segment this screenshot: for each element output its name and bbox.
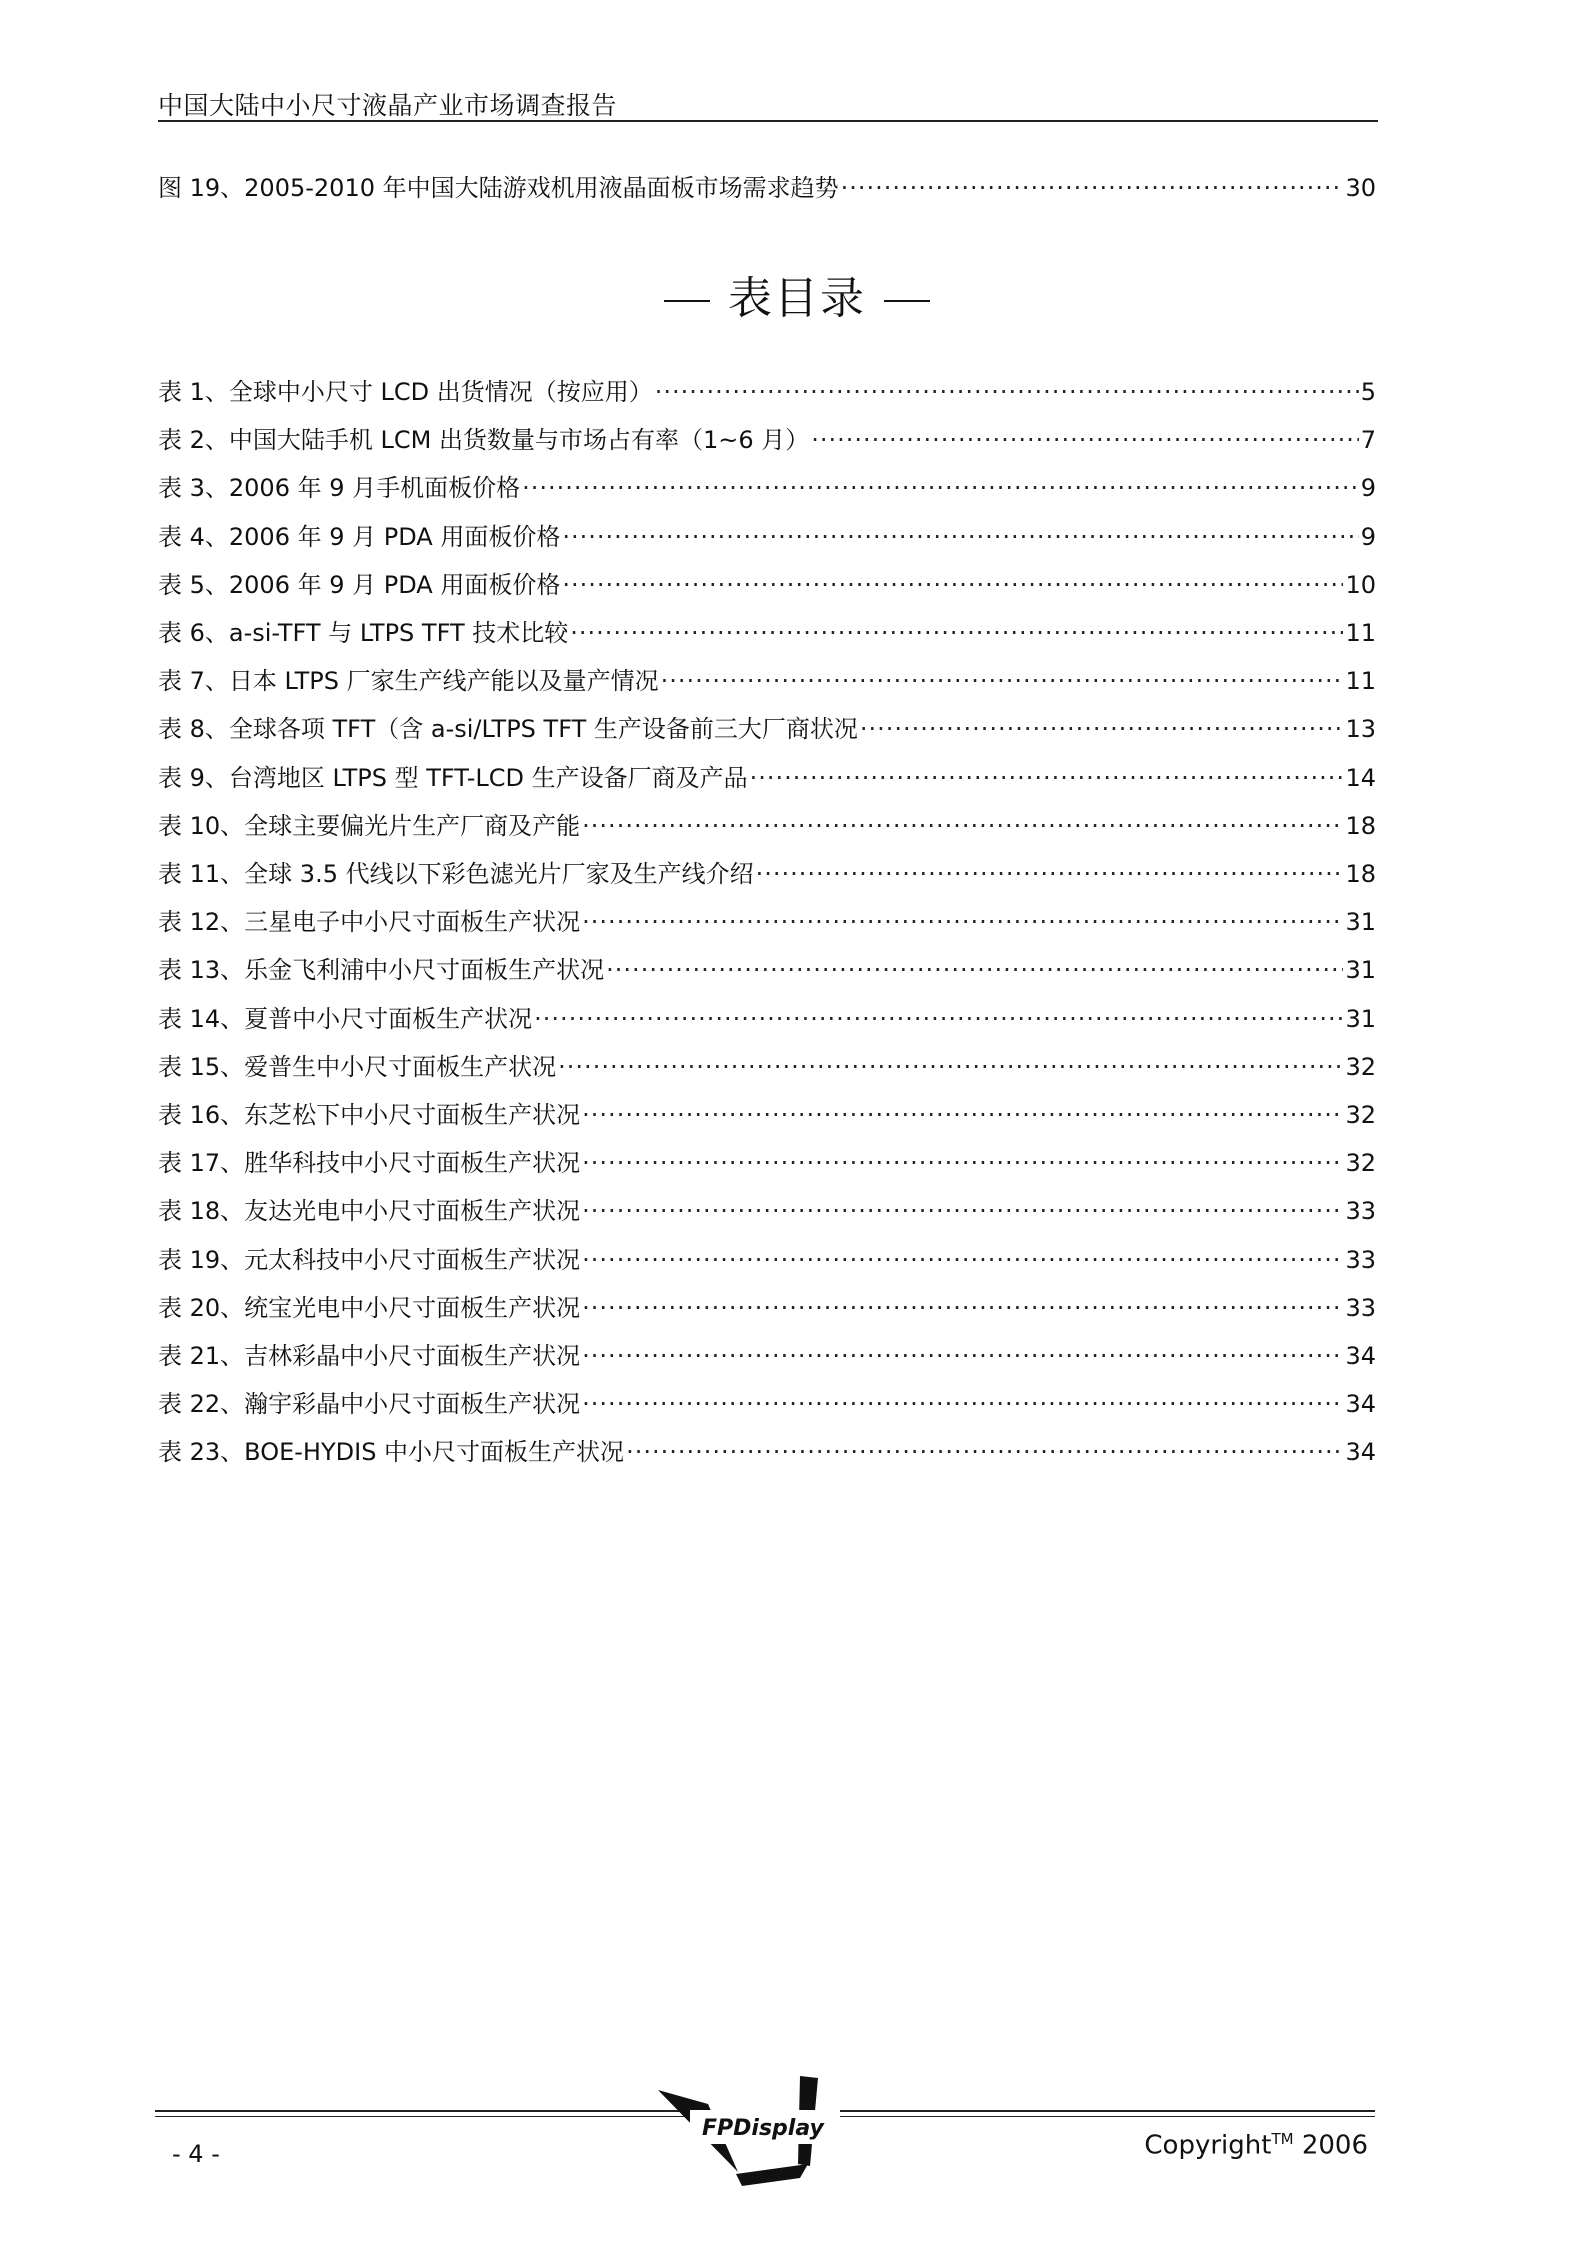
toc-entry-label: 表 11、全球 3.5 代线以下彩色滤光片厂家及生产线介绍 [158,860,754,888]
toc-table-entry[interactable] [158,372,1376,412]
heading-dash-left [664,300,710,302]
header-divider [158,120,1378,122]
toc-entry-label: 表 22、瀚宇彩晶中小尺寸面板生产状况 [158,1390,581,1419]
toc-entry-label: 表 10、全球主要偏光片生产厂商及产能 [158,811,581,840]
toc-table-entry[interactable] [158,709,1376,749]
toc-leader-dots [582,1294,1343,1322]
toc-table-entry[interactable] [158,1095,1376,1135]
toc-entry-page: 32 [1345,1101,1376,1129]
toc-entry-label: 表 12、三星电子中小尺寸面板生产状况 [158,908,581,937]
toc-entry-label: 表 18、友达光电中小尺寸面板生产状况 [158,1197,581,1226]
toc-entry-page: 34 [1345,1390,1376,1419]
toc-table-entry[interactable] [158,758,1376,798]
toc-entry-label: 表 14、夏普中小尺寸面板生产状况 [158,1004,533,1033]
toc-entry-label: 表 7、日本 LTPS 厂家生产线产能以及量产情况 [158,667,659,696]
toc-leader-dots [811,426,1358,454]
toc-entry-label: 表 19、元太科技中小尺寸面板生产状况 [158,1245,581,1274]
toc-leader-dots [582,908,1343,936]
toc-entry-label: 表 6、a-si-TFT 与 LTPS TFT 技术比较 [158,619,569,647]
toc-entry-label: 图 19、2005-2010 年中国大陆游戏机用液晶面板市场需求趋势 [158,174,839,202]
toc-entry-page: 31 [1345,1004,1376,1033]
toc-entry-page: 33 [1345,1293,1376,1322]
toc-entry-page: 31 [1345,908,1376,937]
toc-entry-label: 表 4、2006 年 9 月 PDA 用面板价格 [158,522,561,551]
toc-entry-label: 表 23、BOE-HYDIS 中小尺寸面板生产状况 [158,1438,625,1467]
toc-entry-page: 13 [1345,715,1376,744]
fpdisplay-logo [650,2068,850,2196]
toc-leader-dots [522,474,1359,502]
toc-entry-page: 32 [1345,1149,1376,1178]
toc-entry-page: 7 [1360,426,1376,455]
toc-entry-label: 表 13、乐金飞利浦中小尺寸面板生产状况 [158,956,605,985]
toc-leader-dots [756,860,1344,888]
toc-leader-dots [860,715,1344,743]
toc-leader-dots [606,956,1343,984]
toc-entry-page: 34 [1345,1438,1376,1467]
toc-entry-page: 30 [1345,174,1376,202]
toc-entry-page: 11 [1345,667,1376,696]
document-header-title: 中国大陆中小尺寸液晶产业市场调查报告 [158,91,618,120]
toc-table-entry[interactable] [158,1432,1376,1472]
toc-entry-page: 34 [1345,1342,1376,1370]
toc-entry-label: 表 17、胜华科技中小尺寸面板生产状况 [158,1149,581,1178]
logo-wordmark: FPDisplay [702,2116,824,2141]
toc-leader-dots [562,523,1358,551]
toc-entry-page: 18 [1345,811,1376,840]
toc-leader-dots [582,812,1343,840]
heading-text: 表目录 [728,273,866,324]
toc-entry-label: 表 15、爱普生中小尺寸面板生产状况 [158,1052,557,1081]
toc-figure-entry[interactable] [158,168,1376,208]
heading-dash-right [884,300,930,302]
toc-leader-dots [534,1005,1343,1033]
toc-leader-dots [582,1342,1343,1370]
toc-entry-label: 表 5、2006 年 9 月 PDA 用面板价格 [158,570,561,599]
toc-leader-dots [841,174,1344,202]
toc-entry-page: 5 [1360,378,1376,406]
copyright-label: Copyright [1144,2130,1272,2161]
toc-entry-label: 表 2、中国大陆手机 LCM 出货数量与市场占有率（1~6 月） [158,426,810,455]
toc-table-entry[interactable] [158,999,1376,1039]
toc-table-entry[interactable] [158,565,1376,605]
toc-leader-dots [562,571,1343,599]
toc-table-entry[interactable] [158,1288,1376,1328]
toc-leader-dots [750,764,1344,792]
toc-entry-page: 14 [1345,763,1376,792]
toc-table-entry[interactable] [158,661,1376,701]
toc-table-entry[interactable] [158,468,1376,508]
toc-table-entry[interactable] [158,806,1376,846]
toc-entry-label: 表 21、吉林彩晶中小尺寸面板生产状况 [158,1342,581,1370]
toc-entry-label: 表 3、2006 年 9 月手机面板价格 [158,474,521,503]
toc-leader-dots [655,378,1359,406]
toc-leader-dots [582,1101,1343,1129]
toc-table-entry[interactable] [158,950,1376,990]
toc-table-entry[interactable] [158,1047,1376,1087]
toc-leader-dots [570,619,1343,647]
footer-copyright [1144,2130,1368,2161]
toc-table-entry[interactable] [158,1191,1376,1231]
toc-leader-dots [582,1246,1343,1274]
toc-table-entry[interactable] [158,1143,1376,1183]
toc-entry-page: 9 [1360,474,1376,503]
toc-entry-label: 表 1、全球中小尺寸 LCD 出货情况（按应用） [158,378,653,406]
toc-entry-page: 18 [1345,860,1376,888]
toc-leader-dots [582,1149,1343,1177]
footer-page-number: - 4 - [172,2140,220,2168]
toc-leader-dots [558,1053,1343,1081]
toc-entry-label: 表 16、东芝松下中小尺寸面板生产状况 [158,1101,581,1129]
copyright-year: 2006 [1301,2130,1368,2161]
toc-entry-page: 10 [1345,570,1376,599]
toc-entry-label: 表 20、统宝光电中小尺寸面板生产状况 [158,1293,581,1322]
toc-leader-dots [661,667,1344,695]
toc-entry-page: 31 [1345,956,1376,985]
toc-table-entry[interactable] [158,902,1376,942]
table-list-heading [0,262,1594,326]
toc-entry-page: 11 [1345,619,1376,647]
toc-table-entry[interactable] [158,420,1376,460]
trademark-mark: TM [1271,2130,1294,2148]
toc-table-entry[interactable] [158,1384,1376,1424]
toc-leader-dots [626,1438,1343,1466]
toc-entry-label: 表 9、台湾地区 LTPS 型 TFT-LCD 生产设备厂商及产品 [158,763,748,792]
toc-entry-page: 9 [1360,522,1376,551]
toc-entry-label: 表 8、全球各项 TFT（含 a-si/LTPS TFT 生产设备前三大厂商状况 [158,715,858,744]
toc-table-entry[interactable] [158,1240,1376,1280]
toc-leader-dots [582,1390,1343,1418]
toc-entry-page: 33 [1345,1197,1376,1226]
toc-entry-page: 32 [1345,1052,1376,1081]
toc-table-entry[interactable] [158,854,1376,894]
toc-table-entry[interactable] [158,1336,1376,1376]
toc-entry-page: 33 [1345,1245,1376,1274]
toc-leader-dots [582,1197,1343,1225]
toc-table-entry[interactable] [158,613,1376,653]
toc-table-entry[interactable] [158,517,1376,557]
